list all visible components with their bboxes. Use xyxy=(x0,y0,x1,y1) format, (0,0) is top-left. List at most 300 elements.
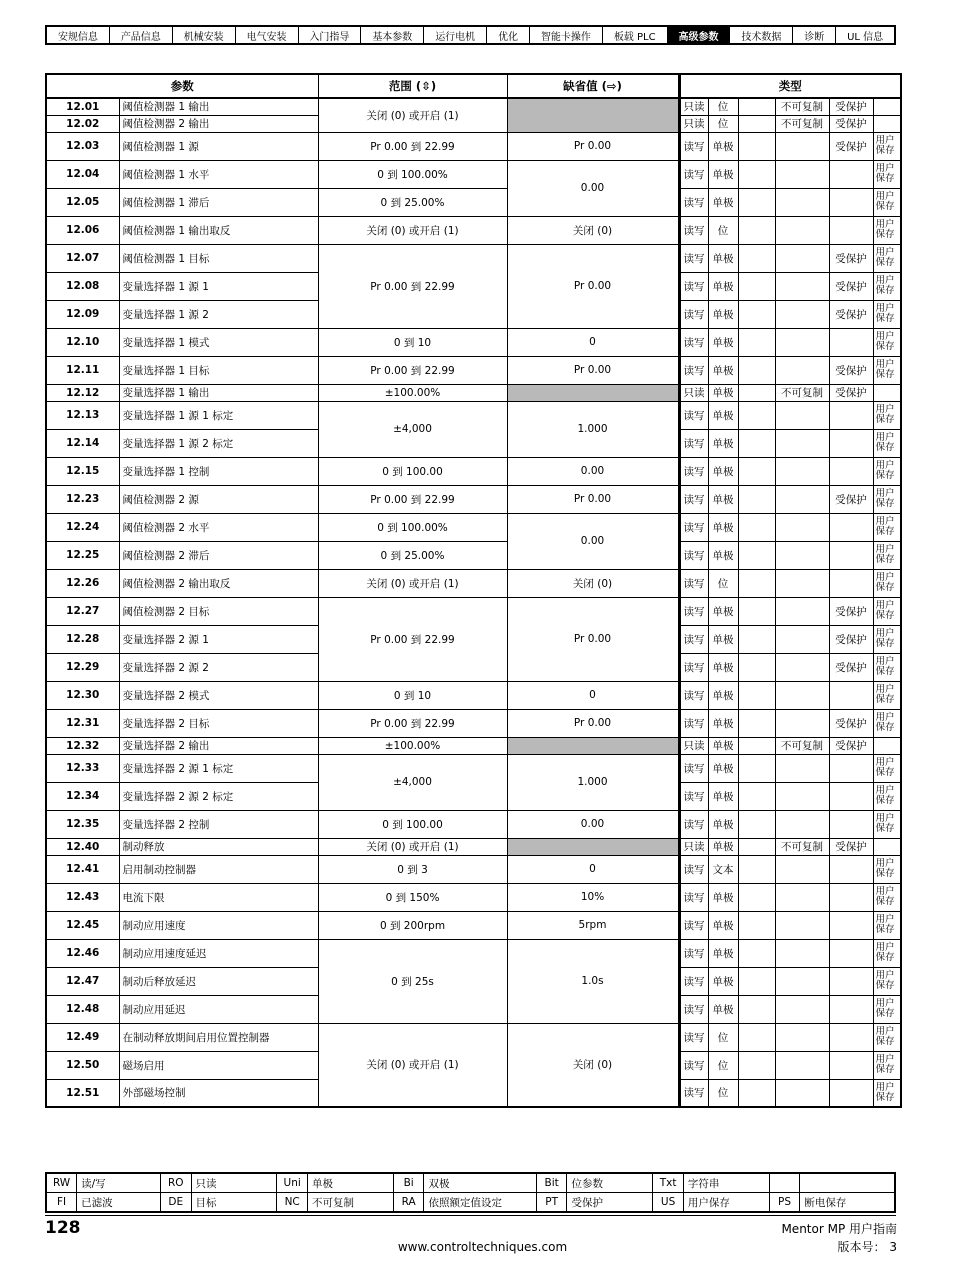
type-access: 只读 xyxy=(679,384,708,401)
table-row xyxy=(46,911,901,939)
type-kind: 单极 xyxy=(708,244,738,272)
nav-tab[interactable]: 智能卡操作 xyxy=(530,27,603,43)
legend-code: Bi xyxy=(393,1173,424,1193)
type-protect: 受保护 xyxy=(829,485,873,513)
type-copy xyxy=(775,709,829,737)
param-name: 制动应用延迟 xyxy=(119,995,318,1023)
header-type: 类型 xyxy=(679,74,901,98)
type-copy xyxy=(775,782,829,810)
nav-tab[interactable]: 安规信息 xyxy=(47,27,110,43)
type-access: 读写 xyxy=(679,653,708,681)
param-number: 12.10 xyxy=(46,328,119,356)
param-number: 12.02 xyxy=(46,115,119,132)
type-protect xyxy=(829,939,873,967)
type-flag xyxy=(738,429,775,457)
param-number: 12.05 xyxy=(46,188,119,216)
param-name: 变量选择器 1 源 2 标定 xyxy=(119,429,318,457)
type-protect xyxy=(829,995,873,1023)
param-number: 12.29 xyxy=(46,653,119,681)
param-number: 12.11 xyxy=(46,356,119,384)
param-range: 0 到 25s xyxy=(318,939,507,1023)
type-protect: 受保护 xyxy=(829,384,873,401)
type-flag xyxy=(738,1079,775,1107)
type-flag xyxy=(738,541,775,569)
type-copy xyxy=(775,541,829,569)
type-access: 读写 xyxy=(679,625,708,653)
param-range: 关闭 (0) 或开启 (1) xyxy=(318,838,507,855)
type-kind: 位 xyxy=(708,1023,738,1051)
param-name: 变量选择器 1 目标 xyxy=(119,356,318,384)
type-flag xyxy=(738,653,775,681)
table-row xyxy=(46,681,901,709)
type-access: 读写 xyxy=(679,939,708,967)
type-flag xyxy=(738,810,775,838)
type-save: 用户保存 xyxy=(873,328,901,356)
type-kind: 单极 xyxy=(708,513,738,541)
type-flag xyxy=(738,300,775,328)
type-kind: 单极 xyxy=(708,328,738,356)
type-access: 读写 xyxy=(679,356,708,384)
legend-meaning xyxy=(800,1173,895,1193)
type-save xyxy=(873,98,901,115)
param-name: 变量选择器 1 控制 xyxy=(119,457,318,485)
type-kind: 单极 xyxy=(708,939,738,967)
legend-code: Bit xyxy=(536,1173,567,1193)
type-flag xyxy=(738,188,775,216)
type-protect xyxy=(829,513,873,541)
parameter-table xyxy=(45,73,902,1108)
table-row xyxy=(46,855,901,883)
type-kind: 单极 xyxy=(708,132,738,160)
param-name: 变量选择器 2 源 1 xyxy=(119,625,318,653)
nav-tab[interactable]: 基本参数 xyxy=(361,27,424,43)
param-default: Pr 0.00 xyxy=(507,709,679,737)
param-name: 磁场启用 xyxy=(119,1051,318,1079)
type-copy xyxy=(775,272,829,300)
table-row xyxy=(46,328,901,356)
legend-meaning: 用户保存 xyxy=(683,1193,769,1213)
type-access: 读写 xyxy=(679,911,708,939)
type-copy xyxy=(775,653,829,681)
type-copy xyxy=(775,244,829,272)
type-kind: 文本 xyxy=(708,855,738,883)
type-access: 读写 xyxy=(679,160,708,188)
param-name: 变量选择器 1 模式 xyxy=(119,328,318,356)
nav-tab[interactable]: UL 信息 xyxy=(847,31,884,43)
type-protect xyxy=(829,216,873,244)
type-kind: 单极 xyxy=(708,160,738,188)
type-copy xyxy=(775,883,829,911)
nav-tab[interactable]: 机械安装 xyxy=(173,27,236,43)
type-access: 读写 xyxy=(679,569,708,597)
param-name: 阈值检测器 1 目标 xyxy=(119,244,318,272)
type-kind: 位 xyxy=(708,569,738,597)
type-save: 用户保存 xyxy=(873,356,901,384)
param-default: 关闭 (0) xyxy=(507,569,679,597)
type-save: 用户保存 xyxy=(873,653,901,681)
param-name: 制动应用速度 xyxy=(119,911,318,939)
type-copy xyxy=(775,911,829,939)
type-flag xyxy=(738,967,775,995)
param-default: 1.000 xyxy=(507,401,679,457)
type-access: 读写 xyxy=(679,995,708,1023)
param-range: 0 到 10 xyxy=(318,328,507,356)
type-protect: 受保护 xyxy=(829,625,873,653)
param-default: 10% xyxy=(507,883,679,911)
param-number: 12.23 xyxy=(46,485,119,513)
type-save: 用户保存 xyxy=(873,967,901,995)
param-name: 制动释放 xyxy=(119,838,318,855)
legend-meaning: 受保护 xyxy=(567,1193,653,1213)
type-protect xyxy=(829,188,873,216)
table-row xyxy=(46,1023,901,1051)
param-number: 12.07 xyxy=(46,244,119,272)
type-save: 用户保存 xyxy=(873,457,901,485)
legend-code: RA xyxy=(393,1193,424,1213)
param-name: 变量选择器 2 目标 xyxy=(119,709,318,737)
type-save: 用户保存 xyxy=(873,513,901,541)
param-name: 变量选择器 2 控制 xyxy=(119,810,318,838)
type-kind: 单极 xyxy=(708,429,738,457)
type-save: 用户保存 xyxy=(873,810,901,838)
legend-code: Uni xyxy=(277,1173,308,1193)
type-protect xyxy=(829,1079,873,1107)
type-kind: 单极 xyxy=(708,300,738,328)
param-default: 0 xyxy=(507,681,679,709)
type-access: 读写 xyxy=(679,883,708,911)
param-number: 12.35 xyxy=(46,810,119,838)
param-name: 变量选择器 1 源 1 xyxy=(119,272,318,300)
type-flag xyxy=(738,782,775,810)
type-access: 读写 xyxy=(679,188,708,216)
type-protect xyxy=(829,855,873,883)
table-row xyxy=(46,188,901,216)
type-protect: 受保护 xyxy=(829,272,873,300)
param-range: ±4,000 xyxy=(318,754,507,810)
type-save: 用户保存 xyxy=(873,244,901,272)
type-flag xyxy=(738,513,775,541)
type-save: 用户保存 xyxy=(873,300,901,328)
type-protect xyxy=(829,429,873,457)
param-range: 0 到 100.00% xyxy=(318,513,507,541)
table-row xyxy=(46,384,901,401)
param-name: 变量选择器 2 源 2 xyxy=(119,653,318,681)
param-number: 12.48 xyxy=(46,995,119,1023)
type-copy xyxy=(775,485,829,513)
param-number: 12.41 xyxy=(46,855,119,883)
type-access: 读写 xyxy=(679,401,708,429)
type-kind: 单极 xyxy=(708,457,738,485)
param-range: 0 到 25.00% xyxy=(318,188,507,216)
param-number: 12.50 xyxy=(46,1051,119,1079)
param-number: 12.32 xyxy=(46,737,119,754)
type-flag xyxy=(738,115,775,132)
param-number: 12.43 xyxy=(46,883,119,911)
param-default: Pr 0.00 xyxy=(507,485,679,513)
legend-meaning: 只读 xyxy=(191,1173,277,1193)
type-kind: 单极 xyxy=(708,737,738,754)
param-range: 0 到 3 xyxy=(318,855,507,883)
param-default: 关闭 (0) xyxy=(507,216,679,244)
type-access: 只读 xyxy=(679,838,708,855)
type-kind: 单极 xyxy=(708,384,738,401)
param-number: 12.47 xyxy=(46,967,119,995)
param-number: 12.12 xyxy=(46,384,119,401)
type-kind: 单极 xyxy=(708,401,738,429)
type-access: 读写 xyxy=(679,855,708,883)
param-name: 变量选择器 1 源 2 xyxy=(119,300,318,328)
type-access: 读写 xyxy=(679,272,708,300)
type-access: 读写 xyxy=(679,1051,708,1079)
param-default: 关闭 (0) xyxy=(507,1023,679,1107)
param-number: 12.27 xyxy=(46,597,119,625)
type-copy xyxy=(775,1023,829,1051)
param-number: 12.34 xyxy=(46,782,119,810)
type-copy xyxy=(775,967,829,995)
type-copy xyxy=(775,356,829,384)
type-flag xyxy=(738,328,775,356)
param-name: 制动后释放延迟 xyxy=(119,967,318,995)
type-kind: 单极 xyxy=(708,356,738,384)
type-protect xyxy=(829,160,873,188)
type-flag xyxy=(738,569,775,597)
param-name: 阈值检测器 1 源 xyxy=(119,132,318,160)
type-protect xyxy=(829,457,873,485)
type-access: 读写 xyxy=(679,1079,708,1107)
param-default: Pr 0.00 xyxy=(507,597,679,681)
param-name: 在制动释放期间启用位置控制器 xyxy=(119,1023,318,1051)
table-row xyxy=(46,737,901,754)
type-copy xyxy=(775,457,829,485)
type-copy xyxy=(775,401,829,429)
param-name: 变量选择器 2 源 1 标定 xyxy=(119,754,318,782)
type-flag xyxy=(738,681,775,709)
type-kind: 单极 xyxy=(708,625,738,653)
param-number: 12.25 xyxy=(46,541,119,569)
param-range: 0 到 100.00 xyxy=(318,810,507,838)
legend-code: FI xyxy=(46,1193,77,1213)
param-range: 0 到 150% xyxy=(318,883,507,911)
type-copy xyxy=(775,597,829,625)
param-default-na xyxy=(507,838,679,855)
type-kind: 单极 xyxy=(708,995,738,1023)
type-access: 读写 xyxy=(679,328,708,356)
type-save: 用户保存 xyxy=(873,939,901,967)
type-access: 读写 xyxy=(679,1023,708,1051)
param-number: 12.03 xyxy=(46,132,119,160)
nav-tab[interactable]: 入门指导 xyxy=(299,27,362,43)
type-protect xyxy=(829,911,873,939)
type-kind: 单极 xyxy=(708,653,738,681)
param-default: Pr 0.00 xyxy=(507,356,679,384)
type-access: 读写 xyxy=(679,429,708,457)
param-name: 阈值检测器 2 输出取反 xyxy=(119,569,318,597)
param-range: 关闭 (0) 或开启 (1) xyxy=(318,98,507,132)
top-section-nav xyxy=(45,25,896,45)
type-save: 用户保存 xyxy=(873,1079,901,1107)
type-save xyxy=(873,838,901,855)
type-access: 读写 xyxy=(679,681,708,709)
param-default: 0.00 xyxy=(507,160,679,216)
type-protect xyxy=(829,681,873,709)
param-number: 12.45 xyxy=(46,911,119,939)
legend-code: RW xyxy=(46,1173,77,1193)
type-save: 用户保存 xyxy=(873,188,901,216)
type-kind: 单极 xyxy=(708,883,738,911)
table-row xyxy=(46,356,901,384)
legend-meaning: 不可复制 xyxy=(308,1193,394,1213)
type-save: 用户保存 xyxy=(873,883,901,911)
type-copy: 不可复制 xyxy=(775,838,829,855)
nav-tab[interactable]: 运行电机 xyxy=(424,27,487,43)
type-kind: 单极 xyxy=(708,754,738,782)
type-copy xyxy=(775,300,829,328)
type-protect xyxy=(829,1023,873,1051)
param-name: 变量选择器 1 源 1 标定 xyxy=(119,401,318,429)
param-number: 12.30 xyxy=(46,681,119,709)
abbreviation-legend xyxy=(45,1172,896,1213)
type-protect xyxy=(829,569,873,597)
table-row xyxy=(46,132,901,160)
type-kind: 单极 xyxy=(708,597,738,625)
type-access: 只读 xyxy=(679,737,708,754)
legend-code: RO xyxy=(160,1173,191,1193)
type-protect: 受保护 xyxy=(829,132,873,160)
param-number: 12.28 xyxy=(46,625,119,653)
table-row xyxy=(46,216,901,244)
type-kind: 单极 xyxy=(708,782,738,810)
type-save: 用户保存 xyxy=(873,216,901,244)
type-kind: 单极 xyxy=(708,485,738,513)
type-protect xyxy=(829,328,873,356)
param-number: 12.13 xyxy=(46,401,119,429)
param-range: Pr 0.00 到 22.99 xyxy=(318,132,507,160)
type-save: 用户保存 xyxy=(873,429,901,457)
type-flag xyxy=(738,709,775,737)
param-name: 阈值检测器 2 源 xyxy=(119,485,318,513)
type-kind: 单极 xyxy=(708,911,738,939)
type-flag xyxy=(738,160,775,188)
nav-tab[interactable]: 诊断 xyxy=(793,27,836,43)
type-access: 读写 xyxy=(679,457,708,485)
nav-tab[interactable]: 产品信息 xyxy=(110,27,173,43)
nav-tab[interactable]: 优化 xyxy=(487,27,530,43)
type-save: 用户保存 xyxy=(873,855,901,883)
header-default: 缺省值 (⇨) xyxy=(507,74,679,98)
type-save: 用户保存 xyxy=(873,995,901,1023)
legend-code xyxy=(769,1173,800,1193)
table-row xyxy=(46,939,901,967)
nav-tab[interactable]: 板载 PLC xyxy=(603,27,668,43)
type-protect: 受保护 xyxy=(829,737,873,754)
legend-meaning: 双极 xyxy=(424,1173,536,1193)
type-flag xyxy=(738,838,775,855)
type-access: 读写 xyxy=(679,967,708,995)
type-protect: 受保护 xyxy=(829,838,873,855)
type-copy xyxy=(775,513,829,541)
type-kind: 位 xyxy=(708,216,738,244)
document-version: 版本号： 3 xyxy=(837,1240,897,1254)
type-protect xyxy=(829,810,873,838)
type-save xyxy=(873,384,901,401)
type-flag xyxy=(738,216,775,244)
type-flag xyxy=(738,1023,775,1051)
param-range: 0 到 100.00 xyxy=(318,457,507,485)
param-name: 变量选择器 2 模式 xyxy=(119,681,318,709)
param-name: 阈值检测器 1 水平 xyxy=(119,160,318,188)
type-kind: 单极 xyxy=(708,681,738,709)
table-row xyxy=(46,457,901,485)
type-copy xyxy=(775,1051,829,1079)
type-protect xyxy=(829,883,873,911)
param-default: 1.0s xyxy=(507,939,679,1023)
table-row xyxy=(46,883,901,911)
nav-tab[interactable]: 电气安装 xyxy=(236,27,299,43)
type-protect: 受保护 xyxy=(829,356,873,384)
type-flag xyxy=(738,939,775,967)
table-row xyxy=(46,709,901,737)
type-access: 读写 xyxy=(679,810,708,838)
table-row xyxy=(46,569,901,597)
type-access: 读写 xyxy=(679,244,708,272)
type-protect: 受保护 xyxy=(829,597,873,625)
param-default-na xyxy=(507,737,679,754)
param-number: 12.01 xyxy=(46,98,119,115)
param-number: 12.26 xyxy=(46,569,119,597)
type-flag xyxy=(738,995,775,1023)
table-row xyxy=(46,754,901,782)
nav-tab[interactable]: 技术数据 xyxy=(730,27,793,43)
type-save: 用户保存 xyxy=(873,160,901,188)
nav-tab[interactable]: 高级参数 xyxy=(668,27,731,43)
legend-code: PT xyxy=(536,1193,567,1213)
type-save: 用户保存 xyxy=(873,132,901,160)
param-range: 0 到 10 xyxy=(318,681,507,709)
type-save xyxy=(873,737,901,754)
param-name: 阈值检测器 1 滞后 xyxy=(119,188,318,216)
param-range: Pr 0.00 到 22.99 xyxy=(318,485,507,513)
type-access: 读写 xyxy=(679,709,708,737)
type-flag xyxy=(738,384,775,401)
type-copy xyxy=(775,160,829,188)
type-copy xyxy=(775,855,829,883)
param-number: 12.49 xyxy=(46,1023,119,1051)
param-default: 1.000 xyxy=(507,754,679,810)
param-number: 12.24 xyxy=(46,513,119,541)
param-name: 阈值检测器 2 目标 xyxy=(119,597,318,625)
type-protect: 受保护 xyxy=(829,244,873,272)
type-access: 读写 xyxy=(679,597,708,625)
legend-meaning: 依照额定值设定 xyxy=(424,1193,536,1213)
type-save: 用户保存 xyxy=(873,625,901,653)
param-name: 变量选择器 2 输出 xyxy=(119,737,318,754)
param-range: ±100.00% xyxy=(318,737,507,754)
param-default: 5rpm xyxy=(507,911,679,939)
type-access: 读写 xyxy=(679,216,708,244)
legend-meaning: 字符串 xyxy=(683,1173,769,1193)
type-save: 用户保存 xyxy=(873,485,901,513)
type-flag xyxy=(738,132,775,160)
legend-meaning: 断电保存 xyxy=(800,1193,895,1213)
type-access: 读写 xyxy=(679,485,708,513)
type-flag xyxy=(738,356,775,384)
table-row xyxy=(46,513,901,541)
type-access: 只读 xyxy=(679,98,708,115)
param-range: Pr 0.00 到 22.99 xyxy=(318,709,507,737)
website-link[interactable]: www.controltechniques.com xyxy=(397,1240,568,1254)
type-flag xyxy=(738,883,775,911)
table-row xyxy=(46,401,901,429)
